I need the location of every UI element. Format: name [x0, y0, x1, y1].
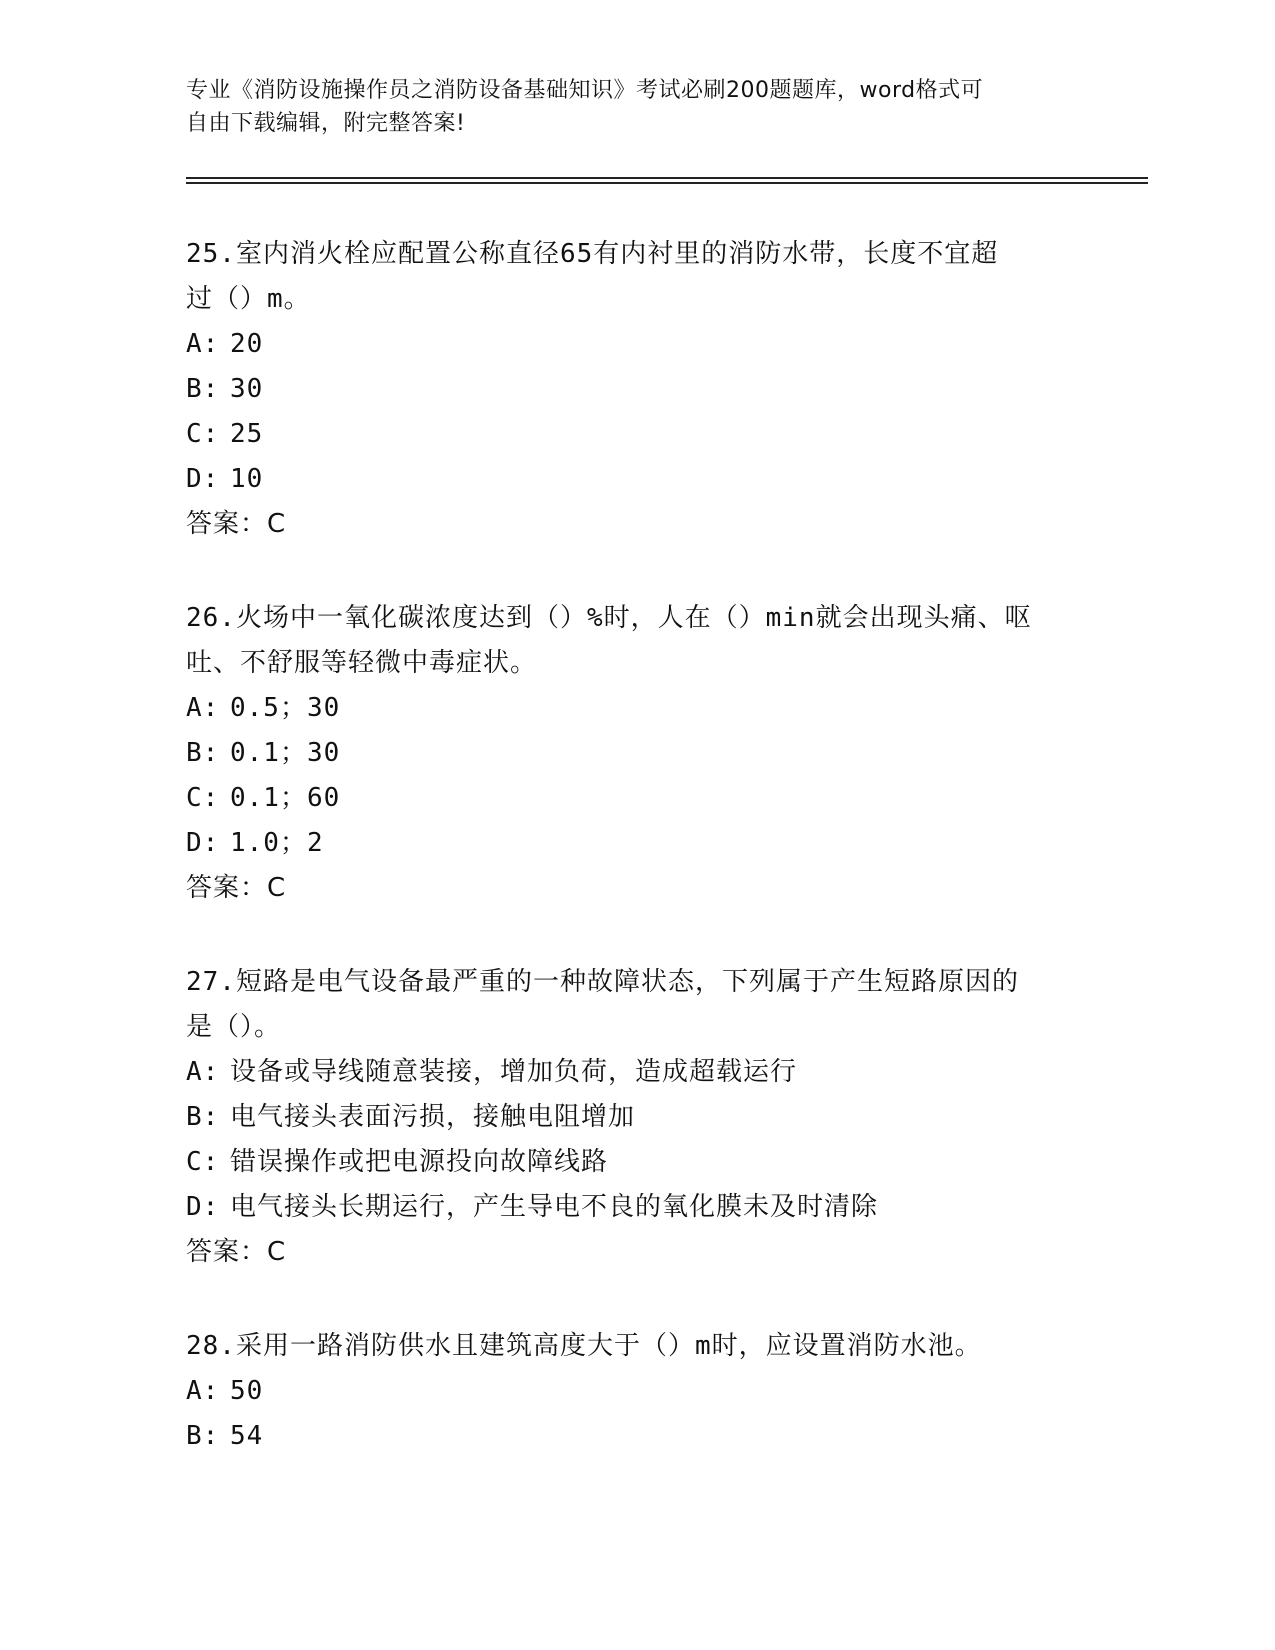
option-label: C: [186, 419, 220, 449]
question-stem-line-2: 吐、不舒服等轻微中毒症状。 [186, 648, 538, 678]
option-text: 50 [230, 1376, 264, 1406]
option-text: 10 [230, 464, 264, 494]
option-d [186, 457, 1086, 502]
question-stem-line-1: 27.短路是电气设备最严重的一种故障状态，下列属于产生短路原因的 [186, 967, 1019, 997]
option-label: D: [186, 828, 220, 858]
option-text: 20 [230, 329, 264, 359]
answer-line: 答案：C [186, 873, 287, 903]
question-stem-line-2: 是（）。 [186, 1012, 282, 1042]
header-divider-top [186, 177, 1148, 179]
option-d [186, 1185, 1086, 1230]
option-label: D: [186, 464, 220, 494]
option-text: 54 [230, 1421, 264, 1451]
option-c [186, 776, 1086, 821]
option-label: C: [186, 1147, 220, 1177]
option-a [186, 1050, 1086, 1095]
document-header [186, 74, 1086, 140]
answer-line: 答案：C [186, 1237, 287, 1267]
option-label: A: [186, 693, 220, 723]
question-25 [186, 232, 1086, 547]
header-divider-bottom [186, 182, 1148, 184]
question-stem-line-1: 26.火场中一氧化碳浓度达到（）%时，人在（）min就会出现头痛、呕 [186, 603, 1032, 633]
option-a [186, 1369, 1086, 1414]
option-b [186, 367, 1086, 412]
header-line-1: 专业《消防设施操作员之消防设备基础知识》考试必刷200题题库，word格式可 [186, 78, 984, 103]
option-text: 1.0；2 [230, 828, 324, 858]
question-28 [186, 1324, 1086, 1459]
option-text: 0.5；30 [230, 693, 341, 723]
option-label: B: [186, 738, 220, 768]
option-text: 设备或导线随意装接，增加负荷，造成超载运行 [230, 1057, 798, 1087]
option-label: D: [186, 1192, 220, 1222]
option-a [186, 686, 1086, 731]
header-line-2: 自由下载编辑，附完整答案! [186, 111, 466, 136]
option-b [186, 731, 1086, 776]
option-label: B: [186, 374, 220, 404]
question-stem-line-1: 28.采用一路消防供水且建筑高度大于（）m时，应设置消防水池。 [186, 1331, 982, 1361]
option-label: A: [186, 329, 220, 359]
option-d [186, 821, 1086, 866]
question-stem-line-1: 25.室内消火栓应配置公称直径65有内衬里的消防水带，长度不宜超 [186, 239, 999, 269]
option-label: C: [186, 783, 220, 813]
option-c [186, 1140, 1086, 1185]
option-b [186, 1095, 1086, 1140]
option-text: 0.1；60 [230, 783, 341, 813]
answer-line: 答案：C [186, 509, 287, 539]
option-text: 30 [230, 374, 264, 404]
question-stem-line-2: 过（）m。 [186, 284, 311, 314]
option-a [186, 322, 1086, 367]
option-text: 电气接头长期运行，产生导电不良的氧化膜未及时清除 [230, 1192, 879, 1222]
question-26 [186, 596, 1086, 911]
option-b [186, 1414, 1086, 1459]
question-27 [186, 960, 1086, 1275]
option-text: 错误操作或把电源投向故障线路 [230, 1147, 609, 1177]
option-text: 25 [230, 419, 264, 449]
option-label: B: [186, 1102, 220, 1132]
option-label: B: [186, 1421, 220, 1451]
option-label: A: [186, 1376, 220, 1406]
option-label: A: [186, 1057, 220, 1087]
option-text: 0.1；30 [230, 738, 341, 768]
option-text: 电气接头表面污损，接触电阻增加 [230, 1102, 636, 1132]
option-c [186, 412, 1086, 457]
